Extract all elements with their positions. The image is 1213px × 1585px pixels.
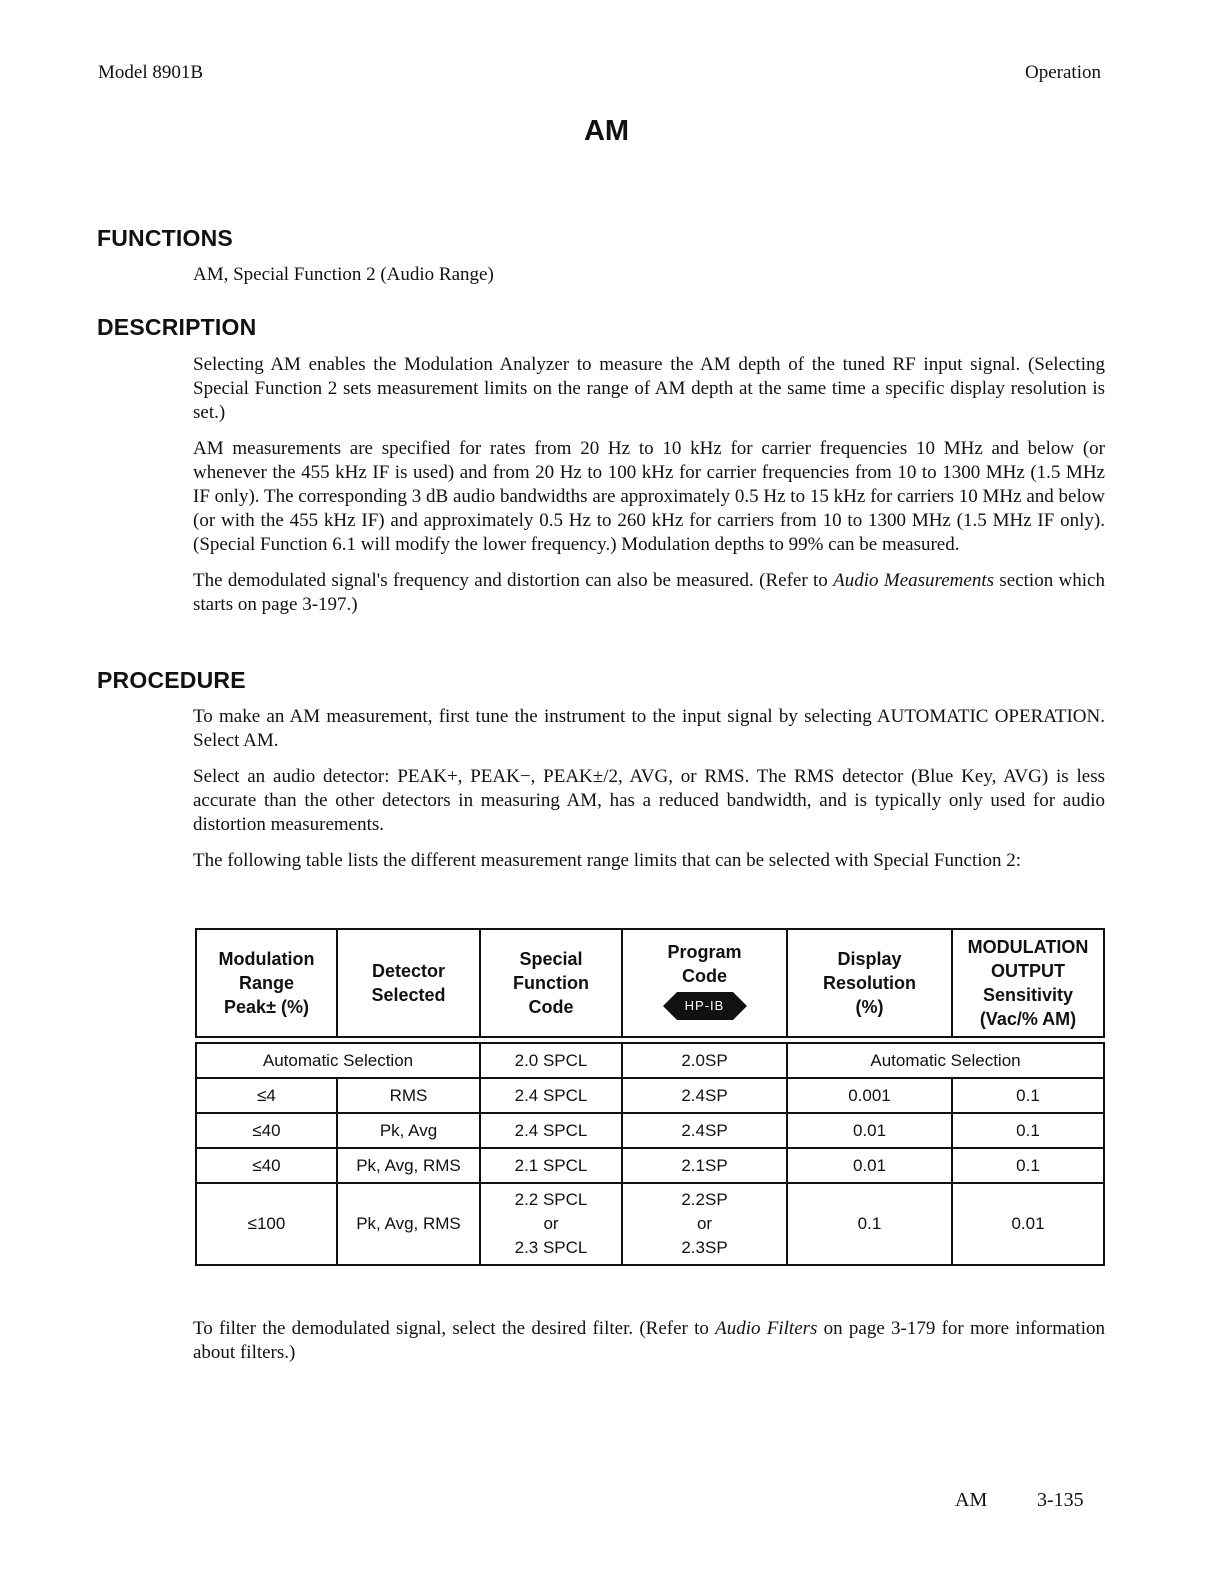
description-p3-end: section which starts on page 3-197.): [193, 570, 1105, 615]
procedure-p4-end: on page 3-179 for more information about filters.): [193, 1318, 1105, 1363]
footer-page-number: 3-135: [1037, 1489, 1084, 1511]
table-row: ≤40 Pk, Avg, RMS 2.1 SPCL 2.1SP 0.01 0.1: [196, 1148, 1104, 1183]
description-p3-start: The demodulated signal's frequency and distortion can also be measured. (Refer to: [193, 570, 834, 591]
range-limits-table: [195, 928, 1105, 1266]
header-section: Operation: [1025, 62, 1101, 83]
functions-text: [193, 263, 1105, 299]
col-header-special-function: Special Function Code: [480, 929, 622, 1037]
col-header-range: Modulation Range Peak± (%): [196, 929, 337, 1037]
procedure-paragraph-1: To make an AM measurement, first tune the instrument to the input signal by selecting AUTOMATIC OPERATION. Select AM.: [193, 706, 1105, 751]
auto-selection-left: Automatic Selection: [196, 1043, 480, 1078]
page-title: AM: [583, 115, 630, 147]
description-paragraph-3: [193, 569, 1105, 617]
description-paragraph-1: Selecting AM enables the Modulation Analyzer to measure the AM depth of the tuned RF input signal. (Selecting Special Function 2 sets measurement limits on the range of AM depth at the same time a specific display resolution is set.): [193, 354, 1105, 423]
hp-ib-badge-icon: HP-IB: [663, 992, 747, 1020]
procedure-paragraph-4: [193, 1317, 1105, 1365]
auto-prog: 2.0SP: [622, 1043, 787, 1078]
procedure-paragraph-2: Select an audio detector: PEAK+, PEAK−, PEAK±/2, AVG, or RMS. The RMS detector (Blue Key, AVG) is less accurate than the other detectors in measuring AM, has a reduced bandwidth, and is typically only used for audio distortion measurements.: [193, 766, 1105, 835]
header-model: Model 8901B: [98, 62, 204, 83]
auto-selection-right: Automatic Selection: [787, 1043, 1104, 1078]
procedure-heading: PROCEDURE: [97, 667, 246, 693]
table-row-automatic: [196, 1043, 1104, 1078]
description-body: [193, 353, 1105, 629]
audio-filters-reference: Audio Filters: [715, 1318, 818, 1339]
table-row: ≤100 Pk, Avg, RMS 2.2 SPCL or 2.3 SPCL 2.2SP or 2.3SP 0.1 0.01: [196, 1183, 1104, 1265]
functions-heading: FUNCTIONS: [97, 225, 233, 251]
procedure-after-table: [193, 1317, 1105, 1377]
table-row: ≤40 Pk, Avg 2.4 SPCL 2.4SP 0.01 0.1: [196, 1113, 1104, 1148]
col-header-display-resolution: Display Resolution (%): [787, 929, 952, 1037]
procedure-p4-start: To filter the demodulated signal, select the desired filter. (Refer to: [193, 1318, 716, 1339]
procedure-paragraph-3: The following table lists the different measurement range limits that can be selected with Special Function 2:: [193, 850, 1022, 871]
auto-spcl: 2.0 SPCL: [480, 1043, 622, 1078]
description-heading: DESCRIPTION: [97, 314, 257, 340]
col-header-program-code: Program Code HP-IB: [622, 929, 787, 1037]
functions-paragraph: AM, Special Function 2 (Audio Range): [193, 264, 494, 285]
col-header-modulation-output: MODULATION OUTPUT Sensitivity (Vac/% AM): [952, 929, 1104, 1037]
audio-measurements-reference: Audio Measurements: [833, 570, 995, 591]
footer-label: AM: [955, 1489, 988, 1511]
table-header-row: [196, 929, 1104, 1037]
description-paragraph-2: AM measurements are specified for rates from 20 Hz to 10 kHz for carrier frequencies 10 MHz and below (or whenever the 455 kHz IF is used) and from 20 Hz to 100 kHz for carrier frequencies from 10 to 1300 MHz (1.5 MHz IF only). The corresponding 3 dB audio bandwidths are approximately 0.5 Hz to 15 kHz for carriers 10 MHz and below (or with the 455 kHz IF) and approximately 0.5 Hz to 260 kHz for carriers from 10 to 1300 MHz (1.5 MHz IF only). (Special Function 6.1 will modify the lower frequency.) Modulation depths to 99% can be measured.: [193, 438, 1105, 555]
table-row: ≤4 RMS 2.4 SPCL 2.4SP 0.001 0.1: [196, 1078, 1104, 1113]
procedure-body: [193, 705, 1105, 885]
col-header-detector: Detector Selected: [337, 929, 480, 1037]
